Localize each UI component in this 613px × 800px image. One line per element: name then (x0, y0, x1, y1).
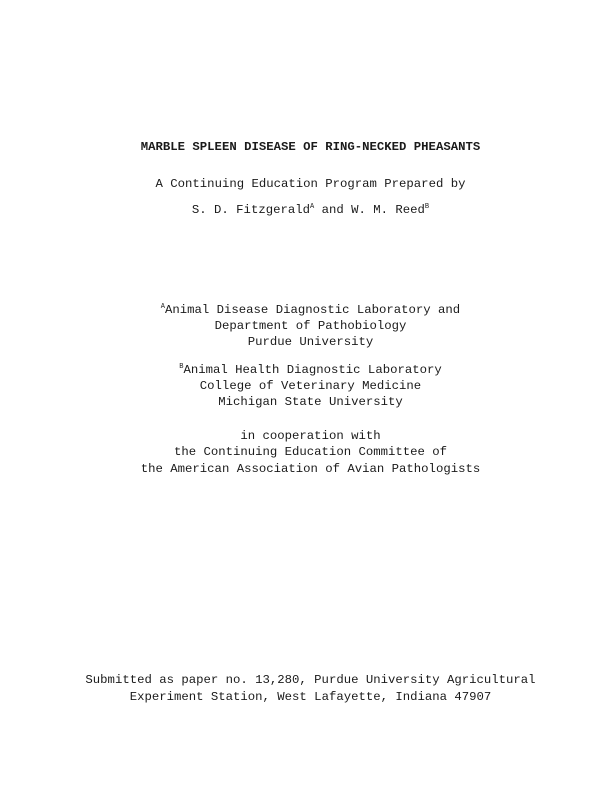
affiliation-b-line-2: College of Veterinary Medicine (199, 379, 422, 393)
author-1: S. D. Fitzgerald (191, 203, 310, 217)
author-2: W. M. Reed (351, 203, 425, 217)
author-1-mark: A (309, 203, 315, 211)
footer-line-1: Submitted as paper no. 13,280, Purdue University Agricultural (85, 673, 536, 687)
affiliation-a-line-3: Purdue University (247, 335, 374, 349)
authors-line (4, 203, 613, 217)
cooperation-line-1: in cooperation with (240, 429, 381, 443)
affiliation-b-line-3: Michigan State University (218, 395, 403, 409)
author-2-mark: B (424, 203, 430, 211)
affiliation-b-name: Animal Health Diagnostic Laboratory (183, 363, 442, 377)
affiliation-a-name: Animal Disease Diagnostic Laboratory and (165, 303, 461, 317)
affiliation-a-mark: A (160, 303, 165, 311)
authors-conjunction: and (314, 203, 352, 217)
document-title: MARBLE SPLEEN DISEASE OF RING-NECKED PHEASANTS (140, 140, 481, 154)
cooperation-line-3: the American Association of Avian Pathologists (140, 462, 481, 476)
cooperation-line-2: the Continuing Education Committee of (173, 445, 448, 459)
affiliation-b-line-1 (4, 363, 613, 377)
affiliation-b-mark: B (179, 363, 184, 371)
affiliation-a-line-1 (4, 303, 613, 317)
subtitle: A Continuing Education Program Prepared by (155, 177, 466, 191)
footer-line-2: Experiment Station, West Lafayette, Indiana 47907 (129, 690, 492, 704)
affiliation-a-line-2: Department of Pathobiology (214, 319, 407, 333)
